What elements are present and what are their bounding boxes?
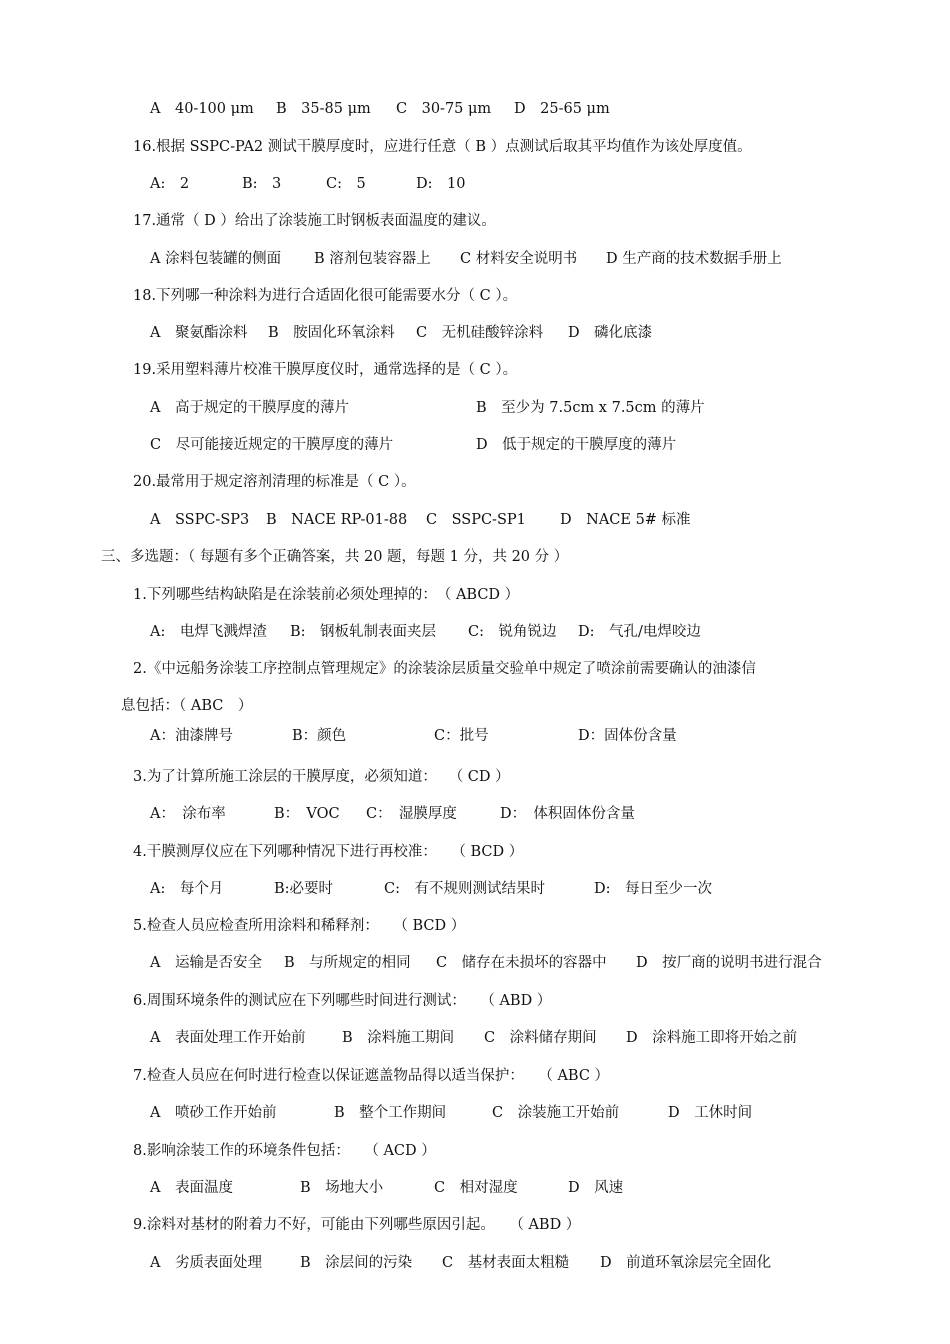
option-d: D 涂料施工即将开始之前 (626, 1030, 798, 1046)
option-a: A 聚氨酯涂料 (150, 325, 248, 341)
option-c: C 涂装施工开始前 (492, 1105, 620, 1121)
option-b: B 溶剂包装容器上 (314, 251, 431, 267)
option-d: D 风速 (568, 1180, 624, 1196)
option-a: A 涂料包装罐的侧面 (150, 251, 282, 267)
option-d: D 低于规定的干膜厚度的薄片 (476, 437, 677, 453)
option-c: C 材料安全说明书 (460, 251, 578, 267)
question-m2: 2.《中远船务涂装工序控制点管理规定》的涂装涂层质量交验单中规定了喷涂前需要确认的油漆信 (133, 661, 756, 677)
option-b: B 至少为 7.5cm x 7.5cm 的薄片 (476, 400, 705, 416)
option-d: D 25-65 μm (514, 101, 610, 117)
m4-options (150, 879, 910, 899)
option-a: A 劣质表面处理 (150, 1255, 262, 1271)
m7-options (150, 1103, 910, 1123)
m2-options (150, 726, 910, 746)
option-c: C: 锐角锐边 (468, 624, 557, 640)
option-c: C 无机硅酸锌涂料 (416, 325, 544, 341)
question-m7: 7.检查人员应在何时进行检查以保证遮盖物品得以适当保护： （ ABC ） (133, 1068, 610, 1084)
option-d: D 生产商的技术数据手册上 (606, 251, 782, 267)
question-m6: 6.周围环境条件的测试应在下列哪些时间进行测试： （ ABD ） (133, 993, 552, 1009)
m8-options (150, 1178, 910, 1198)
question-19: 19.采用塑料薄片校准干膜厚度仪时，通常选择的是（ C ）。 (133, 362, 518, 378)
option-b: B 35-85 μm (276, 101, 371, 117)
option-a: A 高于规定的干膜厚度的薄片 (150, 400, 349, 416)
question-17: 17.通常（ D ）给出了涂装施工时钢板表面温度的建议。 (133, 213, 496, 229)
option-a: A 表面温度 (150, 1180, 233, 1196)
option-d: D 磷化底漆 (568, 325, 653, 341)
option-c: C：批号 (434, 728, 489, 744)
option-c: C: 有不规则测试结果时 (384, 881, 545, 897)
q19-options-row1 (150, 398, 910, 418)
option-a: A：油漆牌号 (150, 728, 233, 744)
option-d: D: 10 (416, 176, 466, 192)
option-d: D 前道环氧涂层完全固化 (600, 1255, 772, 1271)
option-a: A 40-100 μm (150, 101, 254, 117)
option-c: C： 湿膜厚度 (366, 806, 457, 822)
question-m2-continued: 息包括：（ ABC ） (121, 698, 253, 714)
option-c: C 尽可能接近规定的干膜厚度的薄片 (150, 437, 394, 453)
option-a: A SSPC-SP3 (150, 512, 250, 528)
option-c: C SSPC-SP1 (426, 512, 526, 528)
q19-options-row2 (150, 435, 910, 455)
option-b: B NACE RP-01-88 (266, 512, 408, 528)
question-20: 20.最常用于规定溶剂清理的标准是（ C ）。 (133, 474, 416, 490)
option-c: C 相对湿度 (434, 1180, 518, 1196)
option-a: A 运输是否安全 (150, 955, 262, 971)
option-d: D：固体份含量 (578, 728, 677, 744)
option-b: B: 3 (242, 176, 282, 192)
section-heading-multi-choice: 三、多选题：（ 每题有多个正确答案，共 20 题，每题 1 分，共 20 分 ） (101, 549, 569, 565)
option-b: B 整个工作期间 (334, 1105, 447, 1121)
option-b: B 涂层间的污染 (300, 1255, 413, 1271)
q15-options (150, 99, 910, 119)
option-a: A 表面处理工作开始前 (150, 1030, 306, 1046)
option-d: D: 气孔/电焊咬边 (578, 624, 701, 640)
q18-options (150, 323, 910, 343)
m6-options (150, 1028, 910, 1048)
m1-options (150, 622, 910, 642)
q20-options (150, 510, 910, 530)
question-m1: 1.下列哪些结构缺陷是在涂装前必须处理掉的： （ ABCD ） (133, 587, 520, 603)
option-d: D 按厂商的说明书进行混合 (636, 955, 822, 971)
question-m4: 4.干膜测厚仪应在下列哪种情况下进行再校准： （ BCD ） (133, 844, 524, 860)
option-a: A: 每个月 (150, 881, 224, 897)
option-b: B：颜色 (292, 728, 347, 744)
question-m3: 3.为了计算所施工涂层的干膜厚度，必须知道： （ CD ） (133, 769, 510, 785)
option-a: A 喷砂工作开始前 (150, 1105, 277, 1121)
option-c: C 储存在未损坏的容器中 (436, 955, 607, 971)
option-c: C 涂料储存期间 (484, 1030, 597, 1046)
question-m8: 8.影响涂装工作的环境条件包括： （ ACD ） (133, 1143, 436, 1159)
option-a: A： 涂布率 (150, 806, 226, 822)
option-a: A: 2 (150, 176, 190, 192)
option-d: D NACE 5# 标准 (560, 512, 691, 528)
option-c: C 基材表面太粗糙 (442, 1255, 570, 1271)
option-c: C 30-75 μm (396, 101, 492, 117)
option-d: D 工休时间 (668, 1105, 753, 1121)
option-c: C: 5 (326, 176, 366, 192)
option-b: B 场地大小 (300, 1180, 384, 1196)
option-d: D： 体积固体份含量 (500, 806, 635, 822)
option-b: B 涂料施工期间 (342, 1030, 455, 1046)
m9-options (150, 1253, 910, 1273)
option-b: B:必要时 (274, 881, 334, 897)
question-18: 18.下列哪一种涂料为进行合适固化很可能需要水分（ C ）。 (133, 288, 518, 304)
m3-options (150, 804, 910, 824)
option-d: D: 每日至少一次 (594, 881, 713, 897)
m5-options (150, 953, 910, 973)
question-m9: 9.涂料对基材的附着力不好，可能由下列哪些原因引起。 （ ABD ） (133, 1217, 581, 1233)
option-b: B 与所规定的相同 (284, 955, 411, 971)
option-b: B： VOC (274, 806, 340, 822)
option-b: B: 钢板轧制表面夹层 (290, 624, 437, 640)
option-a: A: 电焊飞溅焊渣 (150, 624, 267, 640)
option-b: B 胺固化环氧涂料 (268, 325, 395, 341)
q16-options (150, 174, 910, 194)
q17-options (150, 249, 910, 269)
question-m5: 5.检查人员应检查所用涂料和稀释剂： （ BCD ） (133, 918, 466, 934)
question-16: 16.根据 SSPC-PA2 测试干膜厚度时，应进行任意（ B ）点测试后取其平均值作为该处厚度值。 (133, 139, 752, 155)
